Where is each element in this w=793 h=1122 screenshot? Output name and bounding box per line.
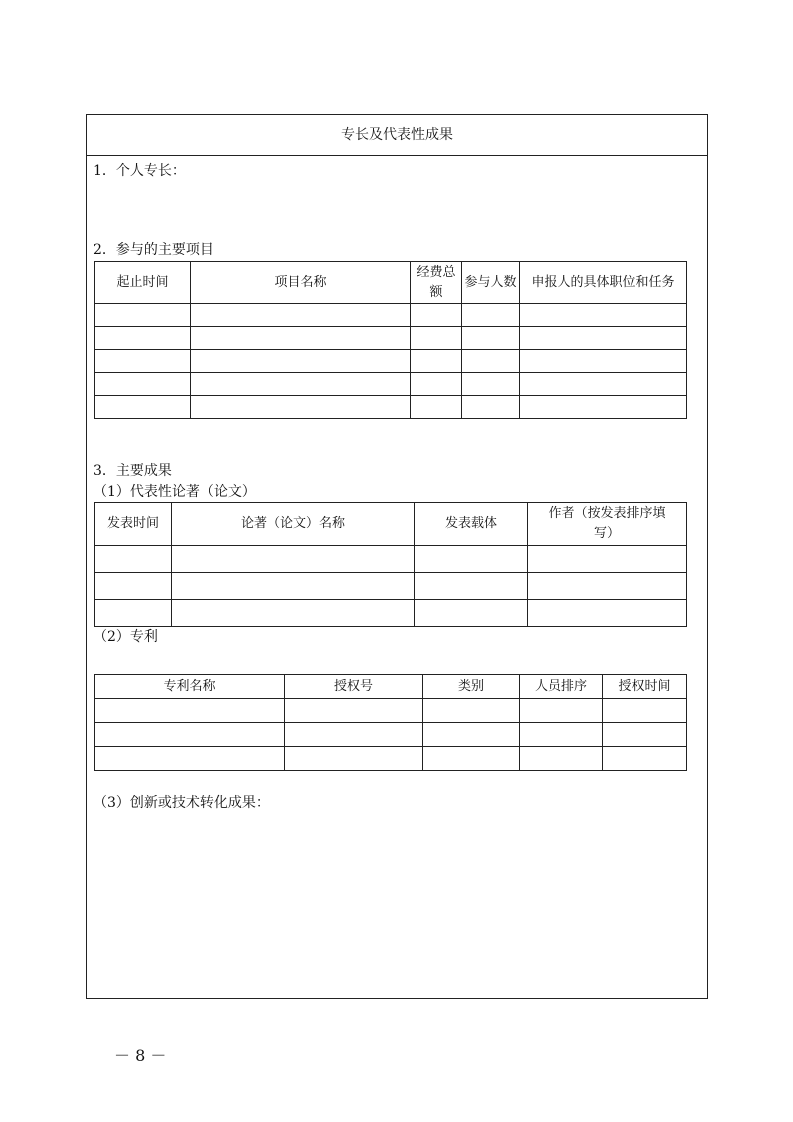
table-cell[interactable] bbox=[191, 396, 411, 419]
table-cell[interactable] bbox=[95, 600, 172, 627]
table-cell[interactable] bbox=[520, 723, 603, 747]
projects-heading: 2．参与的主要项目 bbox=[93, 242, 214, 258]
table-cell[interactable] bbox=[520, 747, 603, 771]
table-cell[interactable] bbox=[95, 396, 191, 419]
table-cell[interactable] bbox=[191, 350, 411, 373]
table-cell[interactable] bbox=[95, 373, 191, 396]
table-row bbox=[95, 573, 687, 600]
table-cell[interactable] bbox=[285, 747, 423, 771]
papers-header-row bbox=[95, 503, 687, 546]
projects-col-participants: 参与人数 bbox=[462, 262, 520, 304]
table-cell[interactable] bbox=[520, 373, 687, 396]
table-cell[interactable] bbox=[423, 699, 520, 723]
table-cell[interactable] bbox=[423, 747, 520, 771]
achievements-heading: 3．主要成果 bbox=[93, 463, 172, 479]
table-cell[interactable] bbox=[462, 373, 520, 396]
projects-col-time: 起止时间 bbox=[95, 262, 191, 304]
table-cell[interactable] bbox=[520, 304, 687, 327]
projects-header-row bbox=[95, 262, 687, 304]
patents-col-rank: 人员排序 bbox=[520, 675, 603, 699]
patents-col-category: 类别 bbox=[423, 675, 520, 699]
patents-header-row bbox=[95, 675, 687, 699]
papers-col-venue: 发表载体 bbox=[415, 503, 528, 546]
table-cell[interactable] bbox=[528, 600, 687, 627]
table-cell[interactable] bbox=[415, 573, 528, 600]
table-row bbox=[95, 600, 687, 627]
papers-col-title: 论著（论文）名称 bbox=[172, 503, 415, 546]
table-cell[interactable] bbox=[191, 327, 411, 350]
table-row bbox=[95, 747, 687, 771]
innovation-heading: （3）创新或技术转化成果： bbox=[93, 795, 270, 811]
table-cell[interactable] bbox=[462, 304, 520, 327]
projects-col-name: 项目名称 bbox=[191, 262, 411, 304]
table-row bbox=[95, 396, 687, 419]
table-cell[interactable] bbox=[462, 327, 520, 350]
achievements-form bbox=[86, 114, 708, 999]
patents-table bbox=[94, 674, 687, 771]
table-cell[interactable] bbox=[95, 573, 172, 600]
patents-col-name: 专利名称 bbox=[95, 675, 285, 699]
section-title: 专长及代表性成果 bbox=[87, 115, 707, 156]
table-row bbox=[95, 350, 687, 373]
projects-col-role: 申报人的具体职位和任务 bbox=[520, 262, 687, 304]
table-cell[interactable] bbox=[172, 546, 415, 573]
page-number: － 8 － bbox=[114, 1046, 167, 1065]
table-cell[interactable] bbox=[411, 373, 462, 396]
projects-col-funding: 经费总额 bbox=[411, 262, 462, 304]
table-cell[interactable] bbox=[95, 304, 191, 327]
table-cell[interactable] bbox=[520, 327, 687, 350]
table-cell[interactable] bbox=[95, 723, 285, 747]
table-cell[interactable] bbox=[415, 600, 528, 627]
table-cell[interactable] bbox=[95, 327, 191, 350]
patents-heading: （2）专利 bbox=[93, 629, 158, 645]
table-row bbox=[95, 699, 687, 723]
table-cell[interactable] bbox=[95, 350, 191, 373]
papers-table bbox=[94, 502, 687, 627]
table-cell[interactable] bbox=[520, 396, 687, 419]
table-cell[interactable] bbox=[95, 699, 285, 723]
table-cell[interactable] bbox=[95, 546, 172, 573]
table-cell[interactable] bbox=[411, 396, 462, 419]
table-row bbox=[95, 546, 687, 573]
table-row bbox=[95, 327, 687, 350]
table-cell[interactable] bbox=[191, 373, 411, 396]
innovation-content[interactable] bbox=[93, 815, 693, 985]
personal-expertise-content[interactable] bbox=[93, 181, 693, 239]
papers-heading: （1）代表性论著（论文） bbox=[93, 484, 256, 500]
table-cell[interactable] bbox=[191, 304, 411, 327]
table-cell[interactable] bbox=[415, 546, 528, 573]
patents-col-date: 授权时间 bbox=[603, 675, 687, 699]
table-cell[interactable] bbox=[172, 600, 415, 627]
table-cell[interactable] bbox=[603, 747, 687, 771]
table-cell[interactable] bbox=[462, 350, 520, 373]
papers-col-date: 发表时间 bbox=[95, 503, 172, 546]
table-cell[interactable] bbox=[411, 350, 462, 373]
table-row bbox=[95, 723, 687, 747]
table-cell[interactable] bbox=[603, 699, 687, 723]
personal-expertise-heading: 1．个人专长： bbox=[93, 163, 186, 179]
papers-col-authors: 作者（按发表排序填写） bbox=[528, 503, 687, 546]
table-cell[interactable] bbox=[603, 723, 687, 747]
table-row bbox=[95, 373, 687, 396]
patents-col-number: 授权号 bbox=[285, 675, 423, 699]
table-cell[interactable] bbox=[411, 327, 462, 350]
table-cell[interactable] bbox=[172, 573, 415, 600]
table-cell[interactable] bbox=[285, 723, 423, 747]
table-cell[interactable] bbox=[520, 350, 687, 373]
table-cell[interactable] bbox=[528, 546, 687, 573]
table-cell[interactable] bbox=[520, 699, 603, 723]
table-cell[interactable] bbox=[528, 573, 687, 600]
projects-table bbox=[94, 261, 687, 419]
table-cell[interactable] bbox=[95, 747, 285, 771]
table-cell[interactable] bbox=[411, 304, 462, 327]
table-cell[interactable] bbox=[423, 723, 520, 747]
table-cell[interactable] bbox=[462, 396, 520, 419]
table-row bbox=[95, 304, 687, 327]
table-cell[interactable] bbox=[285, 699, 423, 723]
